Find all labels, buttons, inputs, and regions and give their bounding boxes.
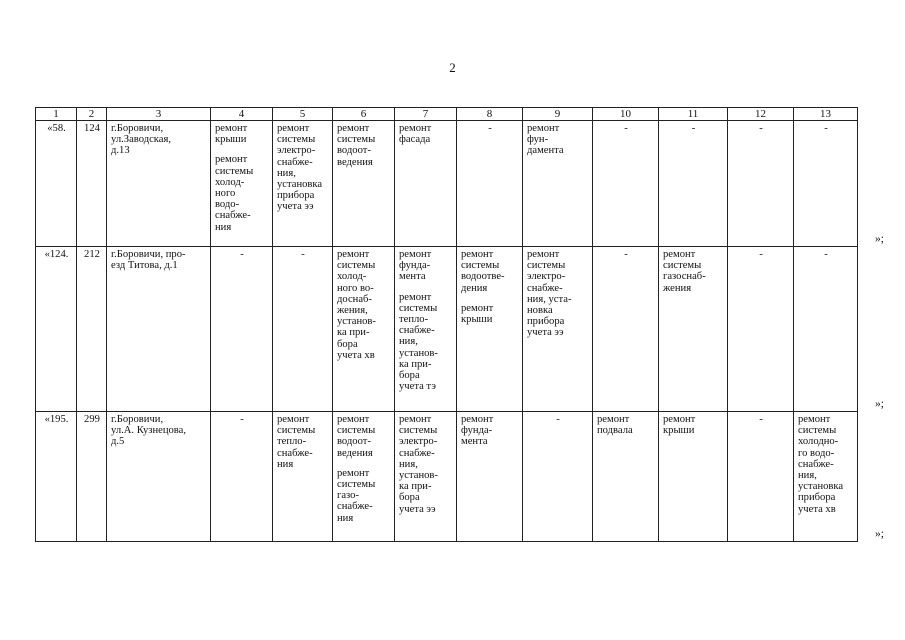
cell-text: - (240, 414, 244, 425)
cell-col-6 (333, 247, 395, 412)
cell-text: - (488, 123, 492, 134)
cell-text: ремонт системы электро- снабже- ния, установ- ка при- бора учета ээ (399, 414, 438, 515)
cell-col-13 (794, 121, 858, 247)
cell-text: - (624, 123, 628, 134)
cell-text: ремонт системы электро- снабже- ния, уста- новка прибора учета ээ (527, 249, 572, 339)
cell-text: г.Боровичи, ул.А. Кузнецова, д.5 (111, 414, 187, 448)
cell-text: ремонт фун- дамента (527, 123, 564, 157)
row-closing-mark: »; (875, 232, 884, 245)
cell-col-12 (728, 247, 794, 412)
column-number-6: 6 (333, 108, 395, 121)
column-number-11: 11 (659, 108, 728, 121)
cell-col-3 (107, 121, 211, 247)
column-number-7: 7 (395, 108, 457, 121)
cell-col-10 (593, 247, 659, 412)
cell-col-9 (523, 412, 593, 542)
cell-col-11 (659, 247, 728, 412)
cell-text: ремонт системы холодно- го водо- снабже- ния, установка прибора учета хв (798, 414, 844, 515)
cell-col-10 (593, 121, 659, 247)
cell-col-1 (36, 121, 77, 247)
cell-col-2 (77, 247, 107, 412)
cell-text: ремонт системы тепло- снабже- ния, установ- ка при- бора учета тэ (399, 291, 438, 393)
cell-col-8 (457, 412, 523, 542)
column-number-2: 2 (77, 108, 107, 121)
cell-text: - (691, 123, 696, 134)
cell-text: «58. (47, 123, 66, 134)
cell-text: - (759, 414, 763, 425)
cell-text: - (824, 249, 828, 260)
column-number-1: 1 (36, 108, 77, 121)
header-row (36, 108, 858, 121)
cell-text: ремонт системы водоот- ведения (337, 123, 376, 168)
cell-col-9 (523, 247, 593, 412)
cell-text: ремонт фунда- мента (399, 249, 432, 283)
cell-text: ремонт крыши (663, 414, 696, 437)
column-number-13: 13 (794, 108, 858, 121)
cell-text: «195. (44, 414, 69, 425)
cell-col-7 (395, 247, 457, 412)
column-number-5: 5 (273, 108, 333, 121)
cell-col-7 (395, 412, 457, 542)
cell-text: - (759, 249, 763, 260)
row-closing-mark: »; (875, 397, 884, 410)
cell-text: «124. (44, 249, 69, 260)
cell-col-6 (333, 121, 395, 247)
cell-col-13 (794, 247, 858, 412)
cell-col-12 (728, 412, 794, 542)
cell-text: 124 (84, 123, 100, 134)
cell-text: 212 (84, 249, 100, 260)
page-number: 2 (449, 60, 456, 75)
cell-col-5 (273, 412, 333, 542)
cell-col-8 (457, 247, 523, 412)
cell-text: ремонт системы водоот- ведения (337, 414, 376, 459)
cell-col-3 (107, 412, 211, 542)
table-row (36, 412, 858, 542)
cell-text: ремонт крыши (461, 302, 494, 326)
cell-text: ремонт фасада (399, 123, 432, 146)
cell-col-2 (77, 121, 107, 247)
cell-col-13 (794, 412, 858, 542)
column-number-8: 8 (457, 108, 523, 121)
cell-text: - (301, 249, 305, 260)
cell-text: ремонт системы газо- снабже- ния (337, 467, 376, 524)
cell-col-12 (728, 121, 794, 247)
cell-text: ремонт системы электро- снабже- ния, установка прибора учета ээ (277, 123, 323, 213)
cell-text: - (759, 123, 763, 134)
cell-col-6 (333, 412, 395, 542)
column-number-4: 4 (211, 108, 273, 121)
cell-col-1 (36, 412, 77, 542)
repair-schedule-table (35, 107, 858, 542)
cell-col-4 (211, 247, 273, 412)
cell-col-5 (273, 247, 333, 412)
cell-col-4 (211, 121, 273, 247)
cell-col-4 (211, 412, 273, 542)
cell-text: - (240, 249, 244, 260)
row-closing-mark: »; (875, 527, 884, 540)
cell-text: ремонт крыши (215, 123, 248, 146)
cell-text: ремонт системы водоотве- дения (461, 249, 505, 294)
cell-col-11 (659, 412, 728, 542)
table-row (36, 247, 858, 412)
cell-col-3 (107, 247, 211, 412)
cell-col-5 (273, 121, 333, 247)
column-number-3: 3 (107, 108, 211, 121)
cell-text: ремонт системы холод- ного во- доснаб- жения, установ- ка при- бора учета хв (337, 249, 376, 361)
cell-text: - (824, 123, 828, 134)
cell-col-7 (395, 121, 457, 247)
cell-text: - (624, 249, 628, 260)
cell-text: г.Боровичи, ул.Заводская, д.13 (111, 123, 171, 157)
cell-text: г.Боровичи, про- езд Титова, д.1 (111, 249, 186, 272)
cell-text: ремонт фунда- мента (461, 414, 494, 448)
cell-text: 299 (84, 414, 100, 425)
cell-col-10 (593, 412, 659, 542)
cell-text: ремонт подвала (597, 414, 633, 437)
cell-col-2 (77, 412, 107, 542)
table-row (36, 121, 858, 247)
column-number-10: 10 (593, 108, 659, 121)
column-number-12: 12 (728, 108, 794, 121)
cell-col-8 (457, 121, 523, 247)
cell-col-1 (36, 247, 77, 412)
cell-col-9 (523, 121, 593, 247)
cell-text: ремонт системы тепло- снабже- ния (277, 414, 316, 470)
cell-text: ремонт системы холод- ного водо- снабже- ния (215, 154, 254, 233)
cell-col-11 (659, 121, 728, 247)
cell-text: ремонт системы газоснаб- жения (663, 249, 706, 294)
cell-text: - (556, 414, 560, 425)
column-number-9: 9 (523, 108, 593, 121)
